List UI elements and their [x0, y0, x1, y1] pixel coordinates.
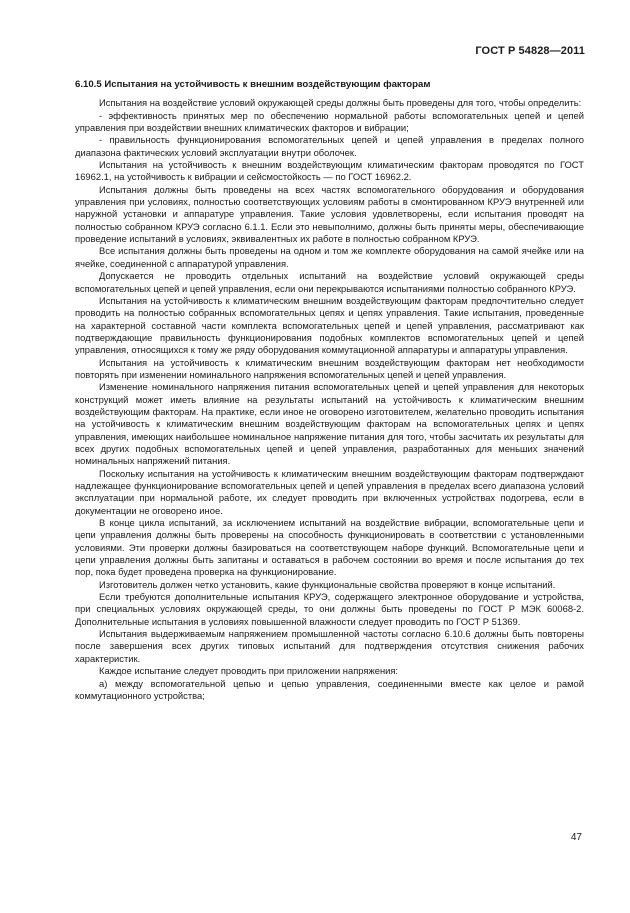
paragraph: Испытания на устойчивость к климатическим внешним воздействующим факторам предпочтительно следует проводить на полностью собранных вспомогательных цепях и цепях управления. Такие испытания, проведенные на характерной составной части комплекта вспомогательных цепей и цепей управления, рассматривают как подтверждающие правильность функционирования подобных комплектов вспомогательных цепей и цепей управления, относящихся к тому же ряду оборудования коммутационной аппаратуры и аппаратуры управления.: [75, 294, 584, 356]
page-number: 47: [570, 832, 582, 843]
paragraph: Допускается не проводить отдельных испытаний на воздействие условий окружающей среды вспомогательных цепей и цепей управления, если они перекрываются испытаниями полностью собранного КРУЭ.: [75, 270, 584, 294]
paragraph: - правильность функционирования вспомогательных цепей и цепей управления в пределах полного диапазона фактических условий эксплуатации внутри оболочек.: [75, 134, 584, 158]
paragraph: Если требуются дополнительные испытания КРУЭ, содержащего электронное оборудование и устройства, при специальных условиях окружающей среды, то они должны быть проведены по ГОСТ Р МЭК 60068-2. Дополнительные испытания в условиях повышенной влажности следует проводить по ГОСТ Р 51369.: [75, 591, 584, 627]
paragraph: Испытания выдерживаемым напряжением промышленной частоты согласно 6.10.6 должны быть повторены после завершения всех других типовых испытаний для подтверждения отсутствия снижения рабочих характеристик.: [75, 628, 584, 664]
paragraph: Испытания на устойчивость к климатическим внешним воздействующим факторам нет необходимости повторять при изменении номинального напряжения вспомогательных цепей и цепей управления.: [75, 356, 584, 380]
paragraph: Испытания должны быть проведены на всех частях вспомогательного оборудования и оборудования управления при условиях, полностью соответствующих условиям работы в смонтированном КРУЭ внутренней или наружной установки и аппаратуре управления. Такие условия удовлетворены, если испытания проводят на полностью собранном КРУЭ согласно 6.1.1. Если это невыполнимо, должны быть приняты меры, обеспечивающие проведение испытаний в условиях, эквивалентных их работе в полностью собранном КРУЭ.: [75, 183, 584, 245]
document-body: [75, 79, 584, 702]
paragraph: Каждое испытание следует проводить при приложении напряжения:: [99, 665, 399, 677]
paragraph: Испытания на устойчивость к внешним воздействующим климатическим факторам проводятся по ГОСТ 16962.1, на устойчивость к вибрации и сейсмостойкость — по ГОСТ 16962.2.: [75, 159, 584, 183]
section-title: 6.10.5 Испытания на устойчивость к внешним воздействующим факторам: [75, 79, 431, 90]
document-header: ГОСТ Р 54828—2011: [475, 45, 585, 57]
paragraph: Поскольку испытания на устойчивость к климатическим внешним воздействующим факторам подтверждают надлежащее функционирование вспомогательных цепей и цепей управления в пределах всего диапазона условий эксплуатации при нормальной работе, их следует проводить при включенных устройствах подогрева, если в документации не оговорено иное.: [75, 467, 584, 516]
paragraph: а) между вспомогательной цепью и цепью управления, соединенными вместе как целое и рамой коммутационного устройства;: [75, 677, 584, 701]
paragraph: - эффективность принятых мер по обеспечению нормальной работы вспомогательных цепей и цепей управления при воздействии внешних климатических факторов и вибрации;: [75, 109, 584, 134]
paragraph: Все испытания должны быть проведены на одном и том же комплекте оборудования на самой ячейке или на ячейке, соединенной с аппаратурой управления.: [75, 245, 584, 269]
paragraph: Испытания на воздействие условий окружающей среды должны быть проведены для того, чтобы определить:: [99, 97, 582, 109]
paragraph: В конце цикла испытаний, за исключением испытаний на воздействие вибрации, вспомогательные цепи и цепи управления должны быть проверены на способность функционировать в соответствии с установленными условиями. Эти проверки должны базироваться на соответствующем наборе функций. Вспомогательные цепи и цепи управления должны быть запитаны и оставаться в рабочем состоянии во время и после испытания до тех пор, пока будет проведена проверка на функционирование.: [75, 517, 584, 578]
paragraph: Изготовитель должен четко установить, какие функциональные свойства проверяют в конце испытаний.: [99, 578, 556, 590]
paragraph: Изменение номинального напряжения питания вспомогательных цепей и цепей управления для некоторых конструкций может иметь влияние на результаты испытаний на устойчивость к климатическим внешним воздействующим факторам. На практике, если иное не оговорено изготовителем, желательно проводить испытания на устойчивость к климатическим внешним воздействующим факторам на вспомогательных цепях и цепях управления, имеющих наибольшее номинальное напряжение питания для того, чтобы засчитать их результаты для всех других подобных вспомогательных цепей и цепей управления, разработанных для меньших значений номинальных напряжений питания.: [75, 381, 584, 467]
